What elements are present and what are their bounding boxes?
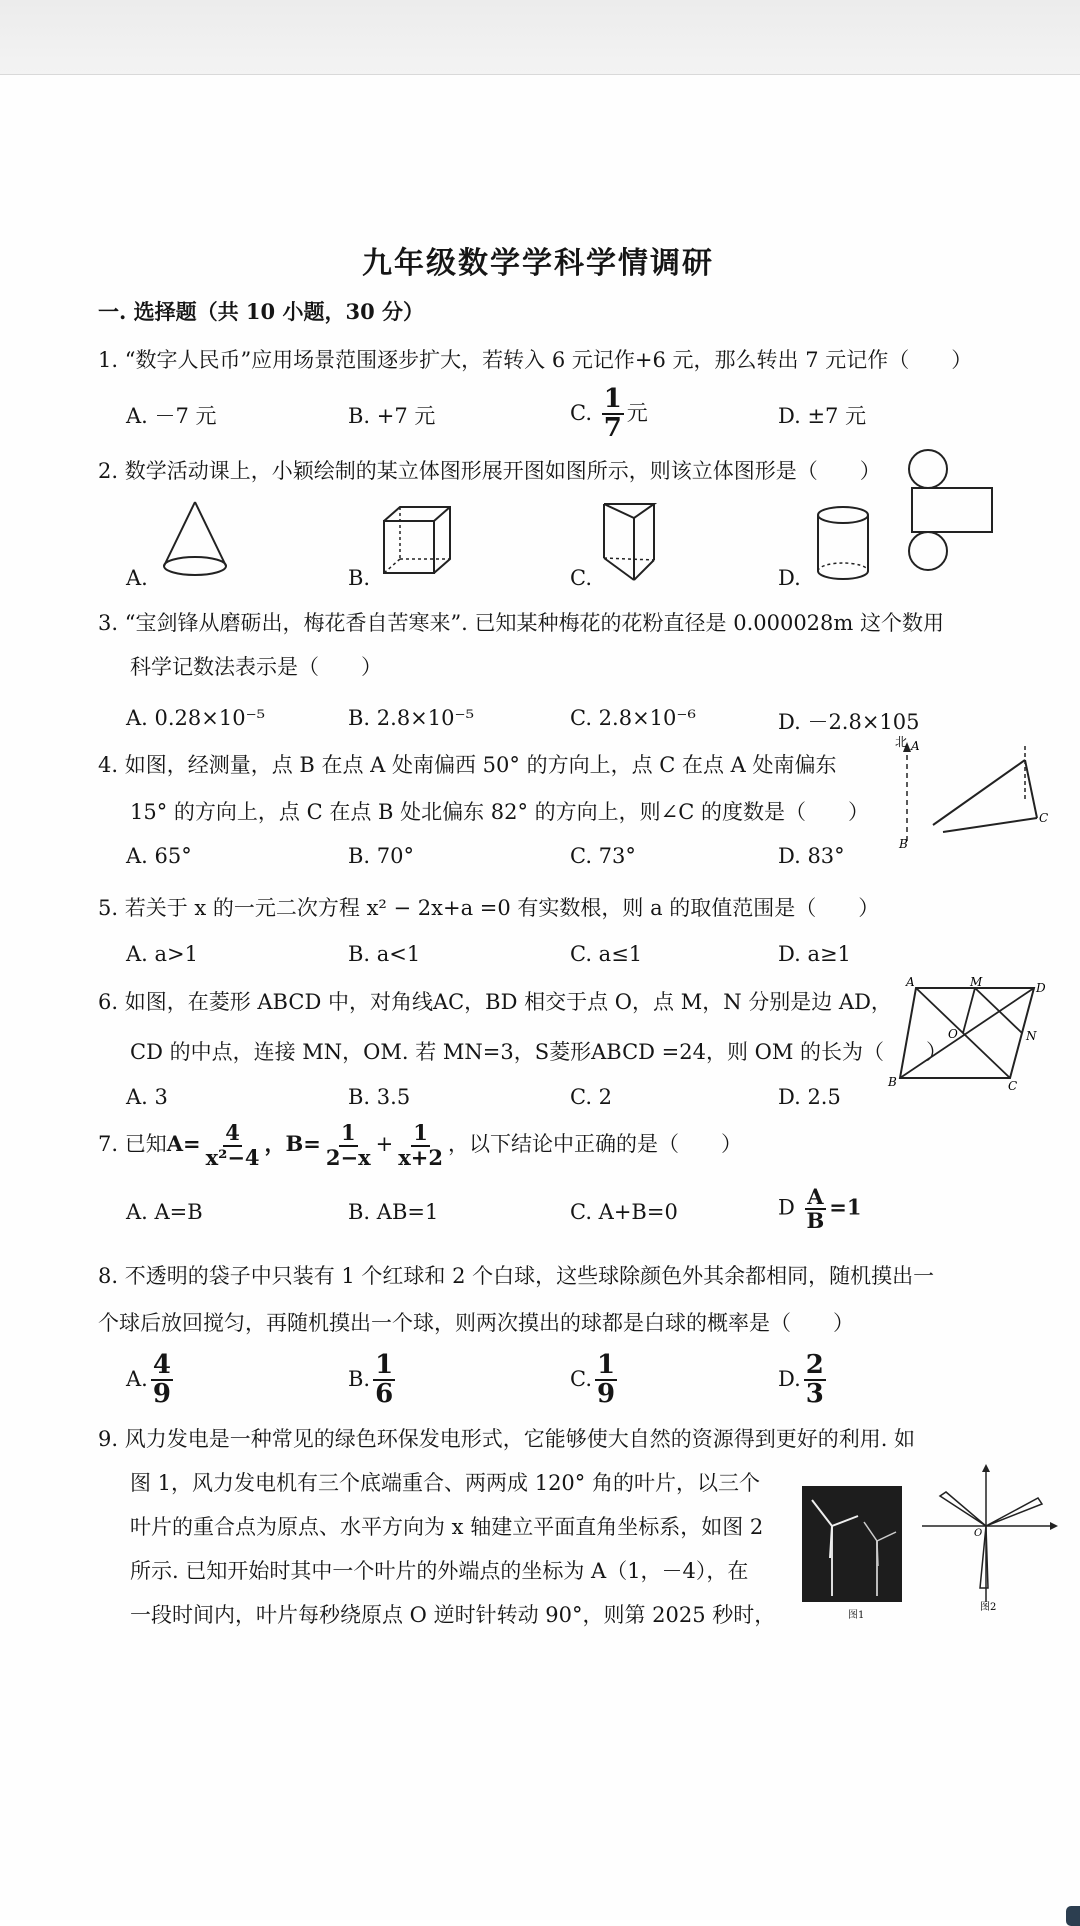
- q4-fig-b: B: [899, 837, 908, 851]
- q3-option-d: D. －2.8×105: [778, 710, 920, 734]
- q5-option-b: B. a<1: [348, 942, 421, 966]
- figure-1-caption: 图1: [848, 1610, 865, 1621]
- question-9-line5: 一段时间内，叶片每秒绕原点 O 逆时针转动 90°，则第 2025 秒时，: [130, 1603, 776, 1627]
- q2-option-c: C.: [570, 566, 592, 590]
- q7-option-d-fraction: $\frac{A}{B}$: [806, 1184, 825, 1234]
- section-heading: 一. 选择题（共 10 小题，30 分）: [98, 299, 425, 324]
- page-title: 九年级数学学科学情调研: [362, 246, 714, 281]
- q6-fig-b: B: [888, 1075, 897, 1089]
- q6-fig-a: A: [906, 975, 915, 989]
- viewer-top-bar: [0, 0, 1080, 75]
- question-7-text: 7. 已知A= $\frac{4}{\text{x²−4}}$ ，B= $\frac{1}{2-x}$ + $\frac{1}{x+2}$ ，以下结论中正确的是（ ）: [98, 1120, 742, 1170]
- q5-option-d: D. a≥1: [778, 942, 851, 966]
- question-3-line2: 科学记数法表示是（ ）: [130, 655, 382, 679]
- q7-option-a: A. A=B: [126, 1200, 203, 1224]
- question-9-line4: 所示. 已知开始时其中一个叶片的外端点的坐标为 A（1，－4），在: [130, 1559, 749, 1583]
- wind-turbine-photo-drawing: [802, 1486, 902, 1602]
- q6-option-d: D. 2.5: [778, 1085, 841, 1109]
- q8-a-fraction: $\frac{4}{9}$: [152, 1350, 171, 1410]
- q8-option-d: D. $\frac{2}{3}$: [778, 1350, 824, 1410]
- question-9-line1: 9. 风力发电是一种常见的绿色环保发电形式，它能够使大自然的资源得到更好的利用. 如: [98, 1427, 916, 1451]
- q6-fig-n: N: [1026, 1029, 1037, 1043]
- question-8-line1: 8. 不透明的袋子中只装有 1 个红球和 2 个白球，这些球除颜色外其余都相同，随机摸出一: [98, 1264, 935, 1288]
- wind-turbine-coordinate-figure: [920, 1462, 1060, 1612]
- q4-bearing-figure: [895, 735, 1049, 860]
- question-1-text: 1. “数字人民币”应用场景范围逐步扩大，若转入 6 元记作+6 元，那么转出 7 元记作（ ）: [98, 348, 973, 372]
- q1-option-c: C. $\frac{1}{7}$ 元: [570, 384, 648, 444]
- q6-fig-c: C: [1008, 1079, 1018, 1093]
- q2-option-a: A.: [126, 566, 148, 590]
- q6-fig-m: M: [970, 975, 983, 989]
- question-6-line1: 6. 如图，在菱形 ABCD 中，对角线AC，BD 相交于点 O，点 M，N 分别是边 AD，: [98, 990, 892, 1014]
- question-9-line2: 图 1，风力发电机有三个底端重合、两两成 120° 角的叶片，以三个: [130, 1471, 760, 1495]
- q7-option-d: D $\frac{A}{B}$ =1: [778, 1184, 862, 1234]
- q4-option-d: D. 83°: [778, 844, 845, 868]
- figure-2-caption: 图2: [980, 1602, 997, 1613]
- q1-option-a: A. －7 元: [126, 404, 217, 428]
- q6-fig-d: D: [1036, 981, 1046, 995]
- question-4-line1: 4. 如图，经测量，点 B 在点 A 处南偏西 50° 的方向上，点 C 在点 A 处南偏东: [98, 753, 837, 777]
- q4-fig-c: C: [1039, 811, 1049, 825]
- q7-a-fraction: $\frac{4}{\text{x²−4}}$: [205, 1120, 260, 1170]
- q4-option-b: B. 70°: [348, 844, 415, 868]
- q4-fig-north: 北: [895, 735, 908, 749]
- q3-option-b: B. 2.8×10⁻⁵: [348, 706, 474, 730]
- question-2-text: 2. 数学活动课上，小颖绘制的某立体图形展开图如图所示，则该立体图形是（ ）: [98, 459, 881, 483]
- q6-option-b: B. 3.5: [348, 1085, 411, 1109]
- question-4-line2: 15° 的方向上，点 C 在点 B 处北偏东 82° 的方向上，则∠C 的度数是（ ）: [130, 800, 870, 824]
- cylinder-figure: [815, 505, 875, 583]
- q7-option-c: C. A+B=0: [570, 1200, 678, 1224]
- q8-option-b: B. $\frac{1}{6}$: [348, 1350, 394, 1410]
- wind-turbine-photo: [802, 1486, 902, 1602]
- q1-option-d: D. ±7 元: [778, 404, 867, 428]
- q3-option-a: A. 0.28×10⁻⁵: [126, 706, 266, 730]
- q1-option-b: B. +7 元: [348, 404, 436, 428]
- q6-fig-o: O: [948, 1027, 958, 1041]
- prism-figure: [600, 500, 660, 585]
- question-6-line2: CD 的中点，连接 MN，OM. 若 MN=3，S菱形ABCD =24，则 OM 的长为（ ）: [130, 1040, 948, 1064]
- q4-option-c: C. 73°: [570, 844, 636, 868]
- q8-b-fraction: $\frac{1}{6}$: [375, 1350, 394, 1410]
- question-3-line1: 3. “宝剑锋从磨砺出，梅花香自苦寒来”. 已知某种梅花的花粉直径是 0.000028m 这个数用: [98, 611, 944, 635]
- cube-figure: [382, 505, 452, 580]
- q7-b2-fraction: $\frac{1}{x+2}$: [398, 1120, 443, 1170]
- q3-option-c: C. 2.8×10⁻⁶: [570, 706, 696, 730]
- question-9-line3: 叶片的重合点为原点、水平方向为 x 轴建立平面直角坐标系，如图 2: [130, 1515, 764, 1539]
- q6-option-a: A. 3: [126, 1085, 168, 1109]
- q8-option-a: A. $\frac{4}{9}$: [126, 1350, 171, 1410]
- q8-c-fraction: $\frac{1}{9}$: [597, 1350, 616, 1410]
- q8-option-c: C. $\frac{1}{9}$: [570, 1350, 616, 1410]
- q5-option-a: A. a>1: [126, 942, 198, 966]
- q2-net-figure: [908, 447, 998, 567]
- question-5-text: 5. 若关于 x 的一元二次方程 x² − 2x+a =0 有实数根，则 a 的取值范围是（ ）: [98, 896, 880, 920]
- q7-b1-fraction: $\frac{1}{2-x}$: [325, 1120, 371, 1170]
- cone-figure: [160, 500, 230, 580]
- q5-option-c: C. a≤1: [570, 942, 643, 966]
- q4-fig-a: A: [911, 739, 920, 753]
- q2-option-b: B.: [348, 566, 371, 590]
- q1-option-c-fraction: $\frac{1}{7}$: [603, 384, 622, 444]
- page-corner-icon[interactable]: [1066, 1906, 1080, 1926]
- q7-option-b: B. AB=1: [348, 1200, 439, 1224]
- q8-d-fraction: $\frac{2}{3}$: [805, 1350, 824, 1410]
- question-8-line2: 个球后放回搅匀，再随机摸出一个球，则两次摸出的球都是白球的概率是（ ）: [98, 1311, 854, 1335]
- figure-2-origin: O: [974, 1528, 983, 1539]
- q6-rhombus-figure: [888, 975, 1051, 1093]
- q4-option-a: A. 65°: [126, 844, 192, 868]
- q2-option-d: D.: [778, 566, 801, 590]
- q6-option-c: C. 2: [570, 1085, 613, 1109]
